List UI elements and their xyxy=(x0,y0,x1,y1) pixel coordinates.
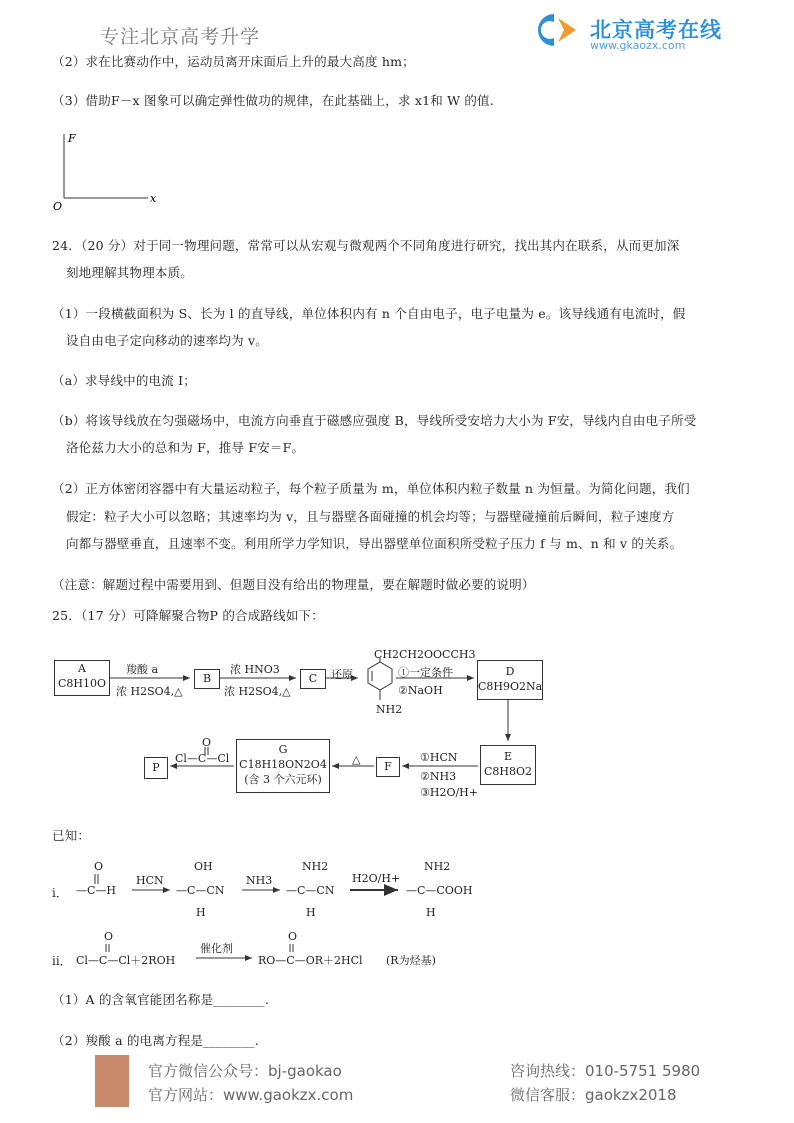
q24-line1: 24．（20 分）对于同一物理问题，常常可以从宏观与微观两个不同角度进行研究，找出其内在联系，从而更加深 xyxy=(52,238,680,253)
q24-p2-line2: 假定：粒子大小可以忽略；其速率均为 v，且与器壁各面碰撞的机会均等；与器壁碰撞前后瞬间，粒子速度方 xyxy=(66,509,675,524)
arrow6-top: △ xyxy=(352,753,361,766)
arrow5-step3: ③H2O/H+ xyxy=(420,786,478,799)
r3-nh2: NH2 xyxy=(302,860,329,873)
axis-f-label: F xyxy=(68,132,76,145)
arrow2-bottom: 浓 H2SO4,△ xyxy=(224,685,291,698)
footer-wechat-service: 微信客服：gaokzx2018 xyxy=(510,1086,677,1104)
arrow5-step1: ①HCN xyxy=(420,751,458,764)
r2-oh: OH xyxy=(194,860,213,873)
phosgene-reactants: Cl—C—Cl＋2ROH xyxy=(76,954,176,967)
compound-b-label: B xyxy=(202,672,212,685)
r-note: (R为烃基) xyxy=(386,954,436,967)
logo-name: 北京高考在线 xyxy=(590,18,722,42)
q25-title: 25．（17 分）可降解聚合物P 的合成路线如下： xyxy=(52,608,324,623)
compound-a-formula: C8H10O xyxy=(57,677,107,690)
phosgene-o: O xyxy=(104,930,114,943)
footer-hotline: 咨询热线：010-5751 5980 xyxy=(510,1062,701,1080)
q24-line2: 刻地理解其物理本质。 xyxy=(66,265,194,280)
phosgene-oxygen: O xyxy=(202,736,212,749)
footer-website[interactable]: 官方网站：www.gaokzx.com xyxy=(148,1086,354,1104)
logo-url: www.gkaozx.com xyxy=(590,39,686,52)
axis-x-label: x xyxy=(150,192,157,205)
q24-p2-line3: 向都与器壁垂直，且速率不变。利用所学力学知识，导出器壁单位面积所受粒子压力 f 与 m、n 和 v 的关系。 xyxy=(66,536,683,551)
arrow2-top: 浓 HNO3 xyxy=(230,663,280,676)
r2-h: H xyxy=(196,906,206,919)
r4-amino-acid: —C—COOH xyxy=(406,884,473,897)
header-slogan: 专注北京高考升学 xyxy=(100,26,261,48)
arrow3-top: 还原 xyxy=(331,668,353,681)
r2-cyanohydrin: —C—CN xyxy=(176,884,225,897)
compound-p-label: P xyxy=(152,761,160,774)
q24-note: （注意：解题过程中需要用到、但题目没有给出的物理量，要在解题时做必要的说明） xyxy=(52,577,535,592)
arrow5-step2: ②NH3 xyxy=(420,770,457,783)
compound-d-formula: C8H9O2Na xyxy=(478,680,543,693)
compound-e-label: E xyxy=(503,750,513,763)
r1-oxygen: O xyxy=(94,860,104,873)
carbonate-o: O xyxy=(288,930,298,943)
q24-part-a: （a）求导线中的电流 I； xyxy=(52,373,196,388)
compound-f-label: F xyxy=(384,760,392,773)
axis-origin-label: O xyxy=(53,200,63,212)
q24-p1-line2: 设自由电子定向移动的速率均为 v。 xyxy=(66,333,268,348)
r1-aldehyde: —C—H xyxy=(76,884,117,897)
arrow4-bottom: ②NaOH xyxy=(398,684,443,697)
arrow1-top: 羧酸 a xyxy=(126,663,159,676)
arrow-hydrolysis: H2O/H+ xyxy=(352,872,401,885)
compound-g-note: (含 3 个六元环) xyxy=(244,773,322,786)
footer-block xyxy=(95,1055,129,1107)
compound-c-label: C xyxy=(308,672,318,685)
known-ii-label: ii． xyxy=(52,954,72,968)
q24-p2-line1: （2）正方体密闭容器中有大量运动粒子，每个粒子质量为 m，单位体积内粒子数量 n 为恒量。为简化问题，我们 xyxy=(52,481,690,496)
r3-aminonitrile: —C—CN xyxy=(286,884,335,897)
arrow-catalyst: 催化剂 xyxy=(200,942,233,955)
compound-g-formula: C18H18ON2O4 xyxy=(239,758,327,771)
r4-nh2: NH2 xyxy=(424,860,451,873)
known-heading: 已知： xyxy=(52,828,91,843)
compound-e-formula: C8H8O2 xyxy=(483,765,533,778)
substrate-amino: NH2 xyxy=(376,703,403,716)
phosgene-reagent: Cl—C—Cl xyxy=(175,752,230,765)
arrow-hcn: HCN xyxy=(136,874,164,887)
footer-wechat-public: 官方微信公众号：bj-gaokao xyxy=(148,1062,342,1080)
substrate-side-chain: CH2CH2OOCCH3 xyxy=(374,648,476,661)
q24-part-b-line2: 洛伦兹力大小的总和为 F，推导 F安＝F。 xyxy=(66,440,305,455)
carbonate-products: RO—C—OR＋2HCl xyxy=(258,954,363,967)
q24-p1-line1: （1）一段横截面积为 S、长为 l 的直导线，单位体积内有 n 个自由电子，电子电量为 e。该导线通有电流时，假 xyxy=(52,306,686,321)
q24-part-b-line1: （b）将该导线放在匀强磁场中，电流方向垂直于磁感应强度 B，导线所受安培力大小为 F安，导线内自由电子所受 xyxy=(52,413,697,428)
q23-part2: （2）求在比赛动作中，运动员离开床面后上升的最大高度 hm； xyxy=(52,54,415,69)
compound-g-label: G xyxy=(278,743,288,756)
r3-h: H xyxy=(306,906,316,919)
compound-d-label: D xyxy=(505,665,515,678)
q25-question2: （2）羧酸 a 的电离方程是________. xyxy=(52,1033,259,1048)
arrow-nh3: NH3 xyxy=(246,874,273,887)
compound-a-label: A xyxy=(78,662,86,675)
q25-question1: （1）A 的含氧官能团名称是________. xyxy=(52,992,270,1007)
arrow4-top: ①一定条件 xyxy=(398,666,453,679)
r4-h: H xyxy=(426,906,436,919)
known-i-label: i． xyxy=(52,886,68,900)
arrow1-bottom: 浓 H2SO4,△ xyxy=(116,685,183,698)
q23-part3: （3）借助F－x 图象可以确定弹性做功的规律，在此基础上，求 x1和 W 的值. xyxy=(52,93,494,108)
